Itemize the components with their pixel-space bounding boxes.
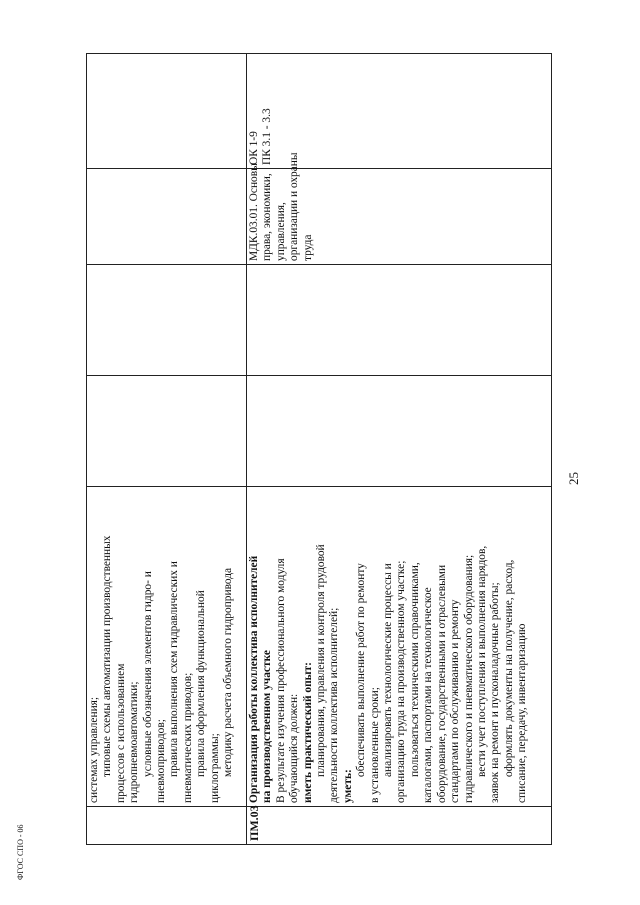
text-line: управления,	[274, 202, 287, 261]
text-line: ПК 3.1 - 3.3	[261, 108, 274, 165]
hours-cell	[87, 265, 247, 376]
curriculum-table	[86, 53, 552, 845]
text-line: планирования, управления и контроля трудовой	[315, 544, 328, 777]
content-cell	[87, 487, 247, 807]
text-line: МДК.03.01. Основы	[248, 163, 260, 261]
table-row-continuation	[87, 54, 247, 845]
text-line: оформлять документы на получение, расход,	[502, 559, 515, 777]
text-line: типовые схемы автоматизации производственных	[101, 535, 114, 777]
text-line: системах управления;	[88, 696, 100, 803]
mdk-cell	[87, 169, 247, 265]
mdk-cell	[247, 152, 552, 265]
text-line: каталогами, паспортами на технологическое	[422, 587, 435, 803]
text-line: гидропневмоавтоматики;	[128, 681, 141, 803]
hours-cell	[247, 376, 552, 487]
competencies-cell	[87, 54, 247, 169]
text-line: организацию труда на производственном участке;	[395, 560, 408, 803]
text-line: методику расчета объемного гидропривода	[222, 567, 235, 777]
text-line: права, экономики,	[261, 173, 274, 261]
text-line: на производственном участке	[261, 650, 274, 803]
text-line: деятельности коллектива исполнителей;	[328, 607, 341, 803]
text-line: гидравлического и пневматического оборудования;	[462, 554, 475, 803]
text-line: организации и охраны	[288, 152, 301, 261]
text-line: обучающийся должен:	[288, 693, 301, 803]
text-line: условные обозначения элементов гидро- и	[141, 571, 154, 777]
footer-code: ФГОС СПО - 06	[16, 824, 25, 880]
text-line: пневмоприводов;	[155, 719, 168, 803]
text-line: оборудование, государственными и отраслевыми	[435, 564, 448, 803]
content-cell	[247, 487, 552, 807]
text-line: в установленные сроки;	[368, 687, 381, 803]
text-line: правила выполнения схем гидравлических и	[168, 561, 181, 777]
text-line: циклограммы;	[208, 733, 221, 803]
text-line: процессов с использованием	[114, 663, 127, 803]
text-line: уметь:	[341, 769, 354, 803]
text-line: обеспечивать выполнение работ по ремонту	[355, 563, 368, 777]
text-line: Организация работы коллектива исполнителей	[248, 555, 260, 803]
hours-cell	[87, 376, 247, 487]
text-line: ОК 1-9	[248, 131, 260, 165]
text-line: списание, передачу, инвентаризацию	[516, 623, 529, 803]
module-code-cell: ПМ.03	[247, 807, 552, 845]
text-line: стандартами по обслуживанию и ремонту	[449, 599, 462, 803]
text-line: заявок на ремонт и пусконаладочные работы;	[489, 582, 502, 803]
page-number: 25	[566, 472, 581, 485]
text-line: пользоваться техническими справочниками,	[408, 562, 421, 777]
text-line: вести учет поступления и выполнения нарядов,	[475, 545, 488, 777]
text-line: иметь практический опыт:	[301, 662, 314, 803]
text-line: правила оформления функциональной	[195, 590, 208, 777]
text-line: анализировать технологические процессы и	[382, 563, 395, 777]
table-row-pm03	[247, 54, 552, 845]
hours-cell	[247, 265, 552, 376]
text-line: пневматических приводов;	[181, 672, 194, 803]
text-line: В результате изучения профессионального модуля	[274, 558, 287, 803]
module-code-cell	[87, 807, 247, 845]
text-line: труда	[301, 234, 314, 261]
